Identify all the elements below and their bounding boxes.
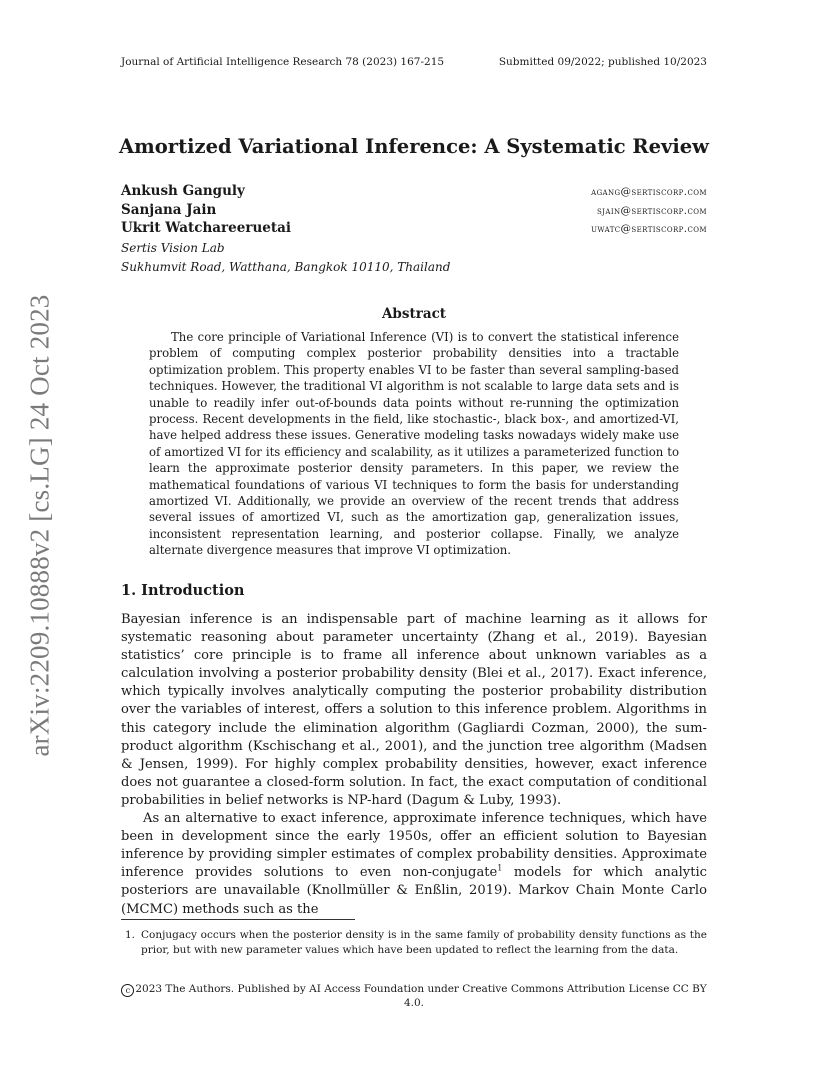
footnote-reference[interactable]: 1 — [497, 863, 503, 873]
footnote-mark: 1. — [125, 929, 136, 941]
footnote-text: Conjugacy occurs when the posterior density is in the same family of probability density functions as the prior, but with new parameter values which have been updated to reflect the learning from the data. — [141, 929, 707, 956]
author-row — [121, 202, 707, 221]
author-email[interactable]: agang@sertiscorp.com — [591, 186, 707, 198]
author-name: Ukrit Watchareeruetai — [121, 220, 291, 236]
paragraph — [121, 810, 707, 919]
author-name: Sanjana Jain — [121, 201, 217, 218]
author-email[interactable]: sjain@sertiscorp.com — [596, 204, 707, 217]
author-email[interactable]: uwatc@sertiscorp.com — [591, 223, 707, 235]
footnote — [121, 928, 707, 957]
section-body — [121, 611, 707, 919]
copyright-icon: c — [121, 984, 134, 997]
running-header — [121, 56, 707, 68]
paragraph: Bayesian inference is an indispensable part of machine learning as it allows for systematic reasoning about parameter uncertainty (Zhang et al., 2019). Bayesian statistics’ core principle is to frame all inference about unknown variables as a calculation involving a posterior probability density (Blei et al., 2017). Exact inference, which typically involves analytically computing the posterior probability distribution over the variables of interest, offers a solution to this inference problem. Algorithms in this category include the elimination algorithm (Gagliardi Cozman, 2000), the sum-product algorithm (Kschischang et al., 2001), and the junction tree algorithm (Madsen & Jensen, 1999). For highly complex probability densities, however, exact inference does not guarantee a closed-form solution. In fact, the exact computation of conditional probabilities in belief networks is NP-hard (Dagum & Luby, 1993). — [121, 612, 707, 808]
arxiv-identifier — [22, 290, 58, 760]
arxiv-identifier-text: arXiv:2209.10888v2 [cs.LG] 24 Oct 2023 — [24, 293, 55, 757]
paragraph-text: models for which analytic posteriors are unavailable (Knollmüller & Enßlin, 2019). Markov Chain Monte Carlo (MCMC) methods such as the — [121, 865, 707, 917]
abstract-heading: Abstract — [381, 306, 447, 322]
affiliation-lab: Sertis Vision Lab — [121, 240, 225, 255]
affiliation-address: Sukhumvit Road, Watthana, Bangkok 10110, Thailand — [121, 259, 451, 274]
submission-dates: Submitted 09/2022; published 10/2023 — [498, 56, 707, 68]
journal-citation: Journal of Artificial Intelligence Research 78 (2023) 167-215 — [121, 56, 445, 68]
paragraph-text: As an alternative to exact inference, approximate inference techniques, which have been in development since the early 1950s, offer an efficient solution to Bayesian inference by providing simpler estimates of complex probability densities. Approximate inference provides solutions to even non-conjugate — [121, 811, 707, 881]
abstract-text: The core principle of Variational Inference (VI) is to convert the statistical inference problem of computing complex posterior probability densities into a tractable optimization problem. This property enables VI to be faster than several sampling-based techniques. However, the traditional VI algorithm is not scalable to large data sets and is unable to readily infer out-of-bounds data points without re-running the optimization process. Recent developments in the field, like stochastic-, black box-, and amortized-VI, have helped address these issues. Generative modeling tasks nowadays widely make use of amortized VI for its efficiency and scalability, as it utilizes a parameterized function to learn the approximate posterior density parameters. In this paper, we review the mathematical foundations of various VI techniques to form the basis for understanding amortized VI. Additionally, we provide an overview of the recent trends that address several issues of amortized VI, such as the amortization gap, generalization issues, inconsistent representation learning, and posterior collapse. Finally, we analyze alternate divergence measures that improve VI optimization. — [149, 330, 679, 558]
section-heading: 1. Introduction — [121, 582, 245, 599]
license-notice — [121, 983, 707, 1009]
author-row — [121, 183, 707, 202]
footnote-divider — [121, 919, 355, 920]
author-block — [121, 183, 707, 277]
license-text: 2023 The Authors. Published by AI Access Foundation under Creative Commons Attribution License CC BY 4.0. — [135, 983, 707, 1009]
author-row — [121, 220, 707, 239]
paper-title: Amortized Variational Inference: A Systematic Review — [119, 135, 709, 158]
author-name: Ankush Ganguly — [121, 183, 245, 199]
